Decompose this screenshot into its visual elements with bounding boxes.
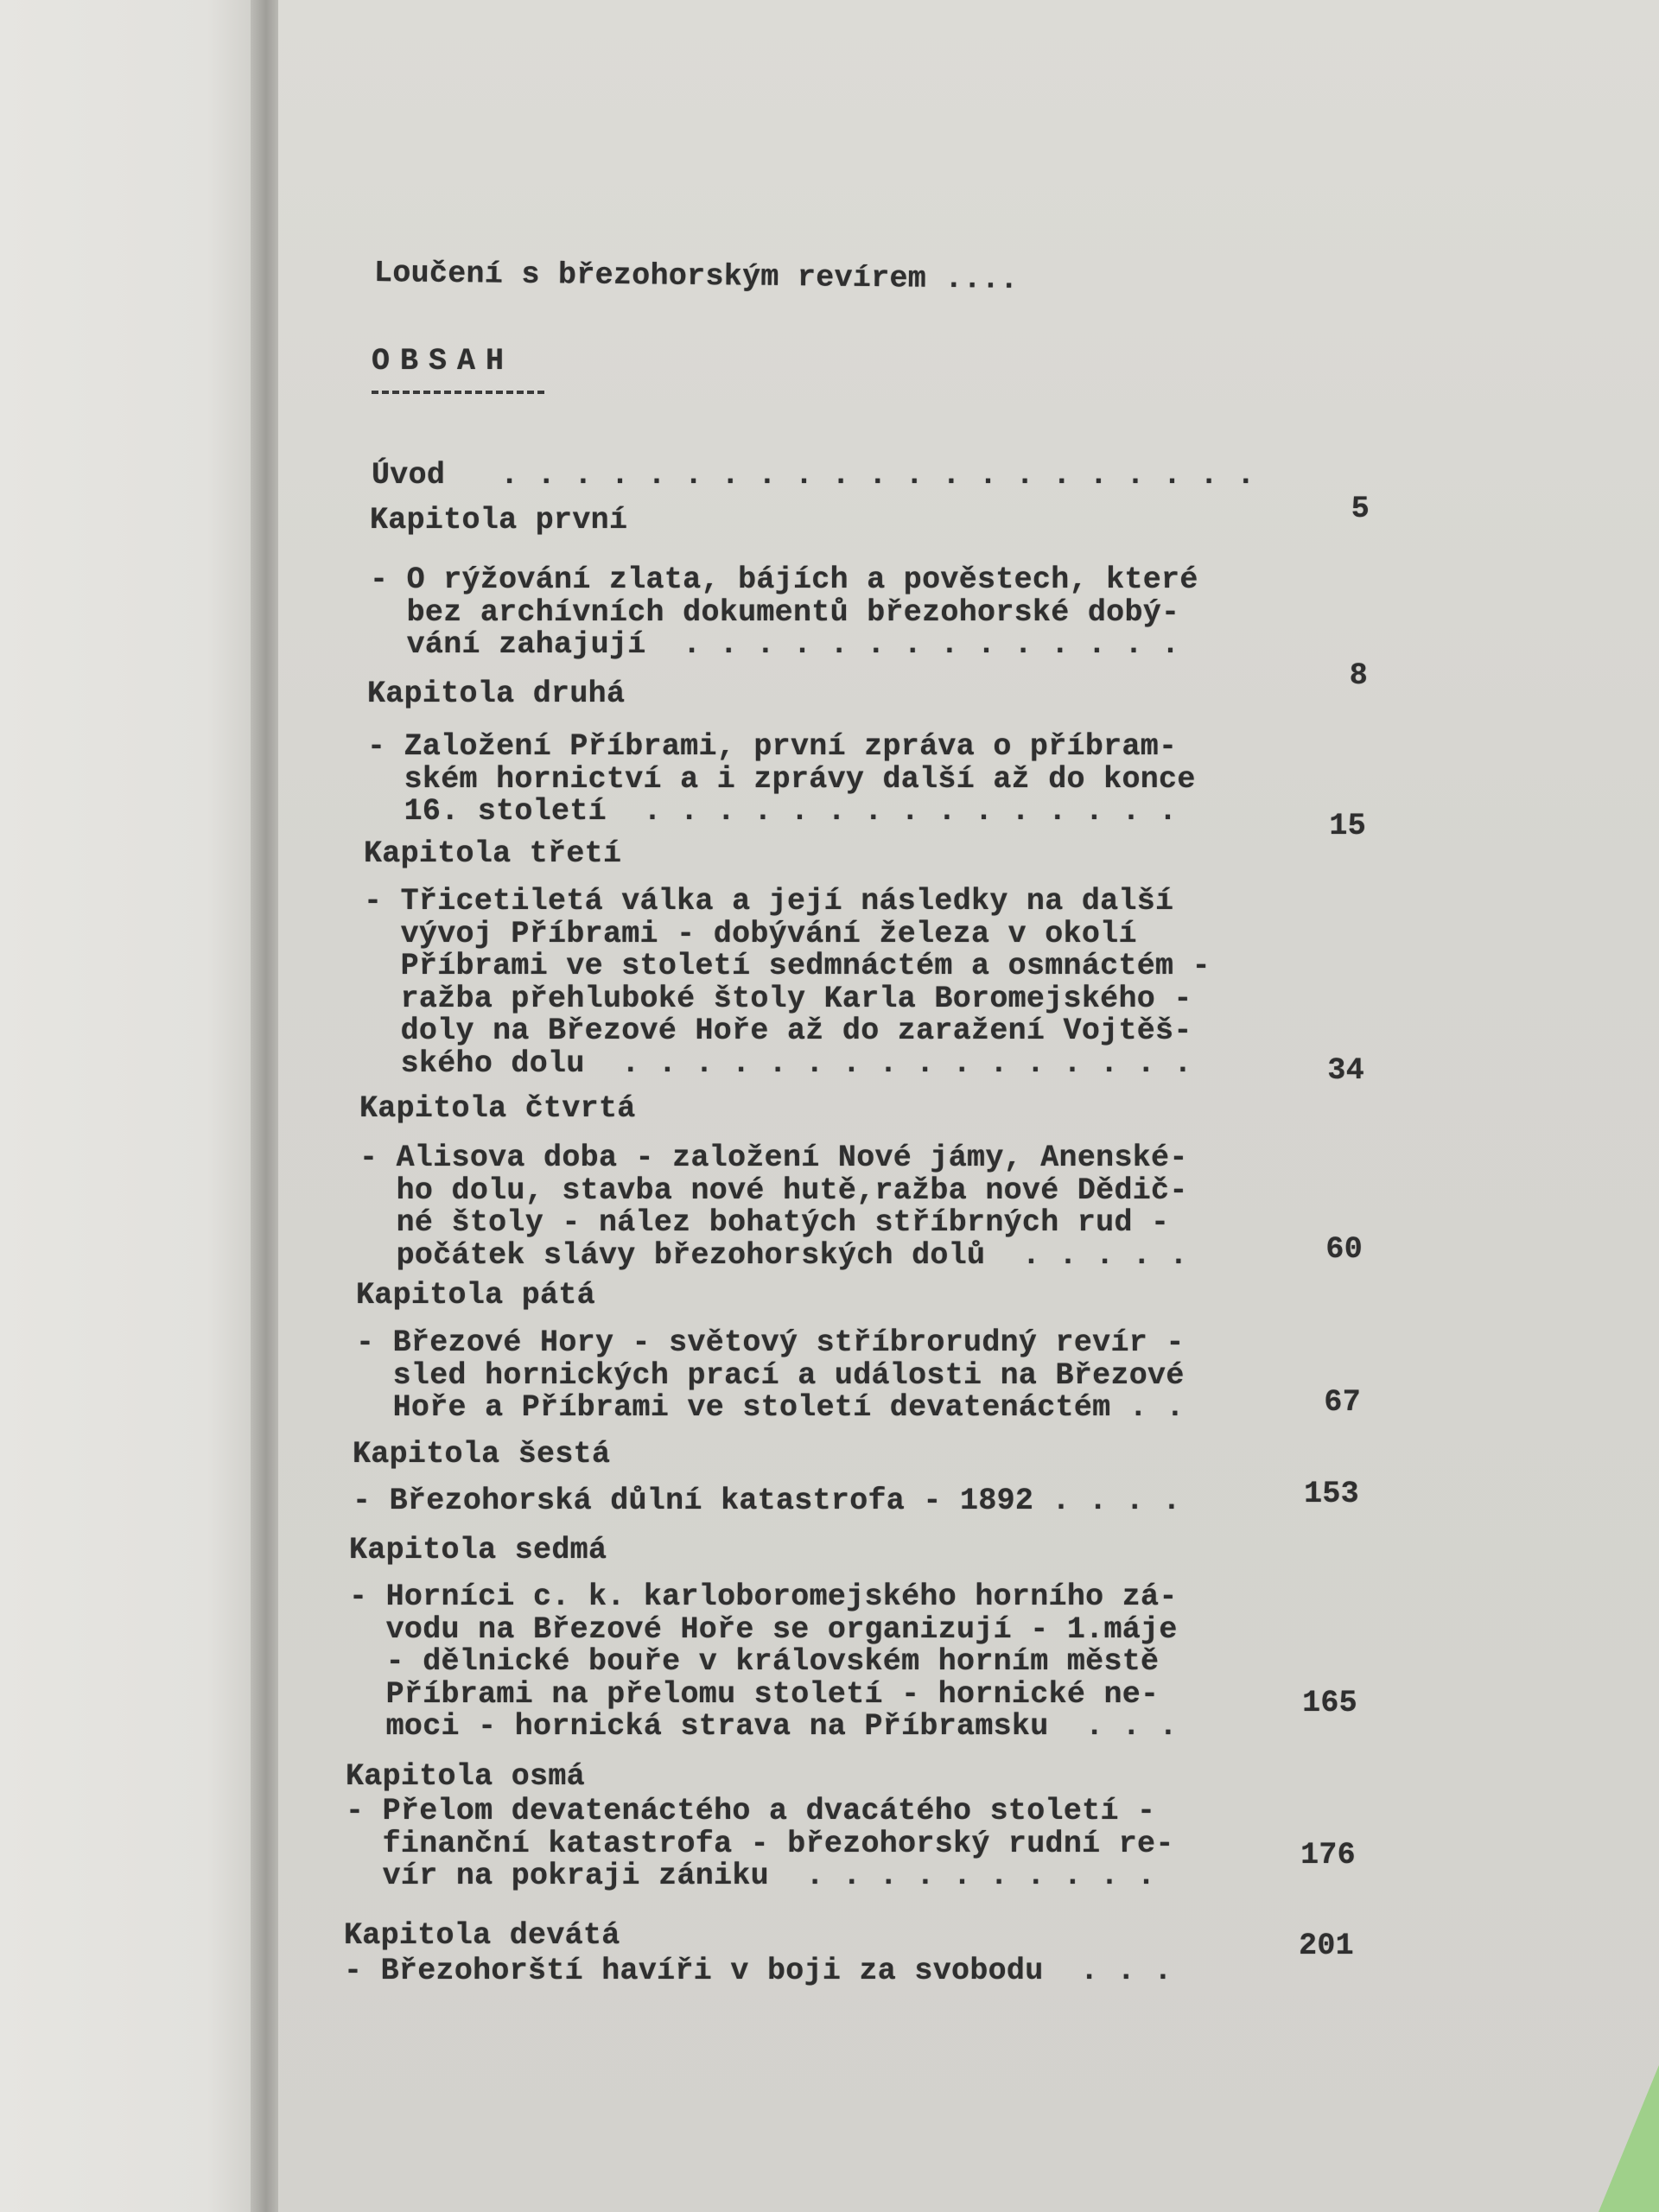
toc-entry-page-number: 165 bbox=[1302, 1686, 1357, 1720]
toc-entry-page-number: 176 bbox=[1300, 1838, 1356, 1872]
toc-entry-description-line: - Alisova doba - založení Nové jámy, Anenské- bbox=[359, 1141, 1188, 1175]
heading-underline bbox=[372, 391, 544, 394]
toc-entry-heading: Kapitola osmá bbox=[346, 1759, 585, 1794]
toc-entry-description-line: - Březové Hory - světový stříbrorudný revír - bbox=[356, 1325, 1185, 1360]
toc-entry-description-line: 16. století . . . . . . . . . . . . . . . bbox=[367, 794, 1178, 829]
toc-entry-description-line: - Třicetiletá válka a její následky na další bbox=[364, 884, 1174, 918]
toc-entry-heading: Úvod . . . . . . . . . . . . . . . . . . . . . bbox=[372, 458, 1255, 493]
toc-entry-description-line: vývoj Příbrami - dobývání železa v okolí bbox=[364, 916, 1137, 951]
toc-entry-description-line: finanční katastrofa - březohorský rudní re- bbox=[346, 1826, 1174, 1861]
toc-entry-description-line: sled hornických prací a události na Březové bbox=[356, 1357, 1185, 1393]
toc-entry-page-number: 201 bbox=[1299, 1929, 1354, 1963]
toc-entry-description-line: - dělnické bouře v královském horním městě bbox=[349, 1644, 1160, 1679]
toc-entry-description-line: Příbrami ve století sedmnáctém a osmnáctém - bbox=[364, 949, 1211, 983]
toc-entry-page-number: 5 bbox=[1351, 492, 1370, 526]
toc-entry-heading: Kapitola čtvrtá bbox=[359, 1091, 636, 1126]
toc-entry-heading: Kapitola první bbox=[370, 503, 628, 537]
toc-entry-page-number: 15 bbox=[1329, 809, 1366, 843]
toc-entry-description-line: ražba přehluboké štoly Karla Boromejského - bbox=[364, 981, 1192, 1016]
toc-entry-description-line: - O rýžování zlata, bájích a pověstech, které bbox=[370, 563, 1198, 597]
toc-entry-description-line: - Březohorští havíři v boji za svobodu . . . bbox=[344, 1954, 1173, 1988]
toc-entry-description-line: - Založení Příbrami, první zpráva o příbram- bbox=[367, 729, 1178, 764]
toc-entry-heading: Kapitola devátá bbox=[344, 1918, 620, 1953]
toc-entry-page-number: 153 bbox=[1304, 1477, 1359, 1511]
toc-entry-description-line: vír na pokraji zániku . . . . . . . . . . bbox=[346, 1859, 1156, 1893]
left-page-edge bbox=[0, 0, 259, 2212]
toc-entry-page-number: 60 bbox=[1325, 1232, 1363, 1267]
toc-entry-description-line: vodu na Březové Hoře se organizují - 1.máje bbox=[349, 1611, 1178, 1647]
toc-entry-description-line: - Březohorská důlní katastrofa - 1892 . . . . bbox=[353, 1484, 1181, 1518]
toc-entry-heading: Kapitola pátá bbox=[356, 1278, 595, 1313]
toc-entry-description-line: - Horníci c. k. karloboromejského horního zá- bbox=[349, 1580, 1178, 1614]
toc-entry-description-line: ho dolu, stavba nové hutě,ražba nové Dědič- bbox=[359, 1173, 1188, 1208]
toc-entry-description-line: bez archívních dokumentů březohorské dobý- bbox=[370, 594, 1180, 630]
toc-entry-page-number: 67 bbox=[1324, 1385, 1361, 1420]
contents-heading: OBSAH bbox=[372, 344, 515, 378]
toc-entry-heading: Kapitola sedmá bbox=[349, 1533, 607, 1567]
toc-entry-heading: Kapitola šestá bbox=[353, 1437, 611, 1471]
toc-entry-page-number: 34 bbox=[1327, 1053, 1364, 1088]
toc-entry-description-line: ském hornictví a i zprávy další až do konce bbox=[367, 761, 1196, 797]
toc-entry-page-number: 8 bbox=[1349, 658, 1368, 693]
toc-entry-description-line: moci - hornická strava na Příbramsku . . . bbox=[349, 1709, 1178, 1744]
toc-entry-description-line: né štoly - nález bohatých stříbrných rud - bbox=[359, 1205, 1170, 1240]
toc-entry-heading: Kapitola třetí bbox=[364, 836, 622, 871]
toc-entry-description-line: Příbrami na přelomu století - hornické ne- bbox=[349, 1676, 1160, 1712]
toc-entry-heading: Kapitola druhá bbox=[367, 677, 626, 711]
intro-line: Loučení s březohorským revírem .... bbox=[373, 256, 1019, 297]
toc-entry-description-line: - Přelom devatenáctého a dvacátého století - bbox=[346, 1794, 1156, 1828]
toc-entry-description-line: doly na Březové Hoře až do zaražení Vojtěš- bbox=[364, 1014, 1192, 1048]
toc-entry-description-line: vání zahajují . . . . . . . . . . . . . . bbox=[370, 627, 1180, 662]
toc-entry-description-line: Hoře a Příbrami ve století devatenáctém . . bbox=[356, 1390, 1185, 1425]
toc-entry-description-line: ského dolu . . . . . . . . . . . . . . . . bbox=[364, 1046, 1192, 1081]
toc-entry-description-line: počátek slávy březohorských dolů . . . . . bbox=[359, 1237, 1188, 1273]
